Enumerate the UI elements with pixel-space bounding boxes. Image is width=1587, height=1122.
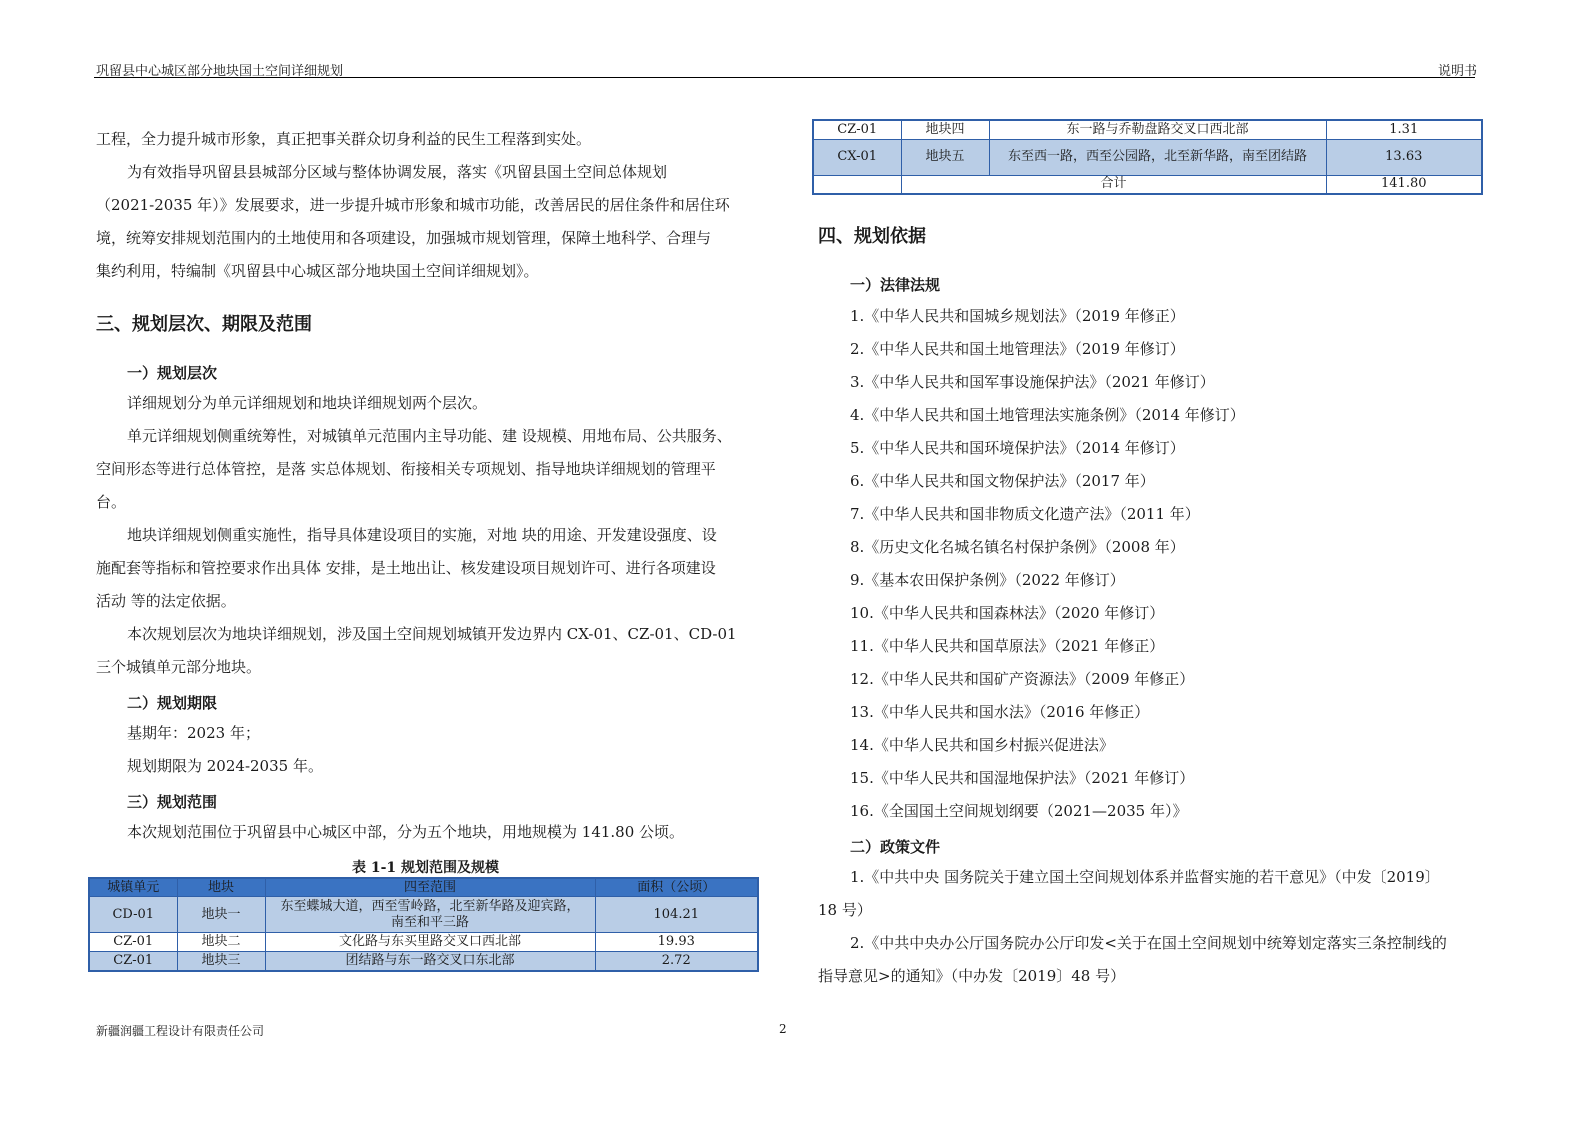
paragraph-block-plan-line1: 地块详细规划侧重实施性，指导具体建设项目的实施，对地 块的用途、开发建设强度、设 bbox=[127, 526, 717, 544]
paragraph-unit-plan-line3: 台。 bbox=[96, 493, 127, 511]
table-row bbox=[89, 897, 758, 933]
paragraph-levels: 详细规划分为单元详细规划和地块详细规划两个层次。 bbox=[127, 394, 488, 412]
policy-item-1-line1: 1.《中共中央 国务院关于建立国土空间规划体系并监督实施的若干意见》（中发〔2019〕 bbox=[850, 868, 1440, 886]
table-header-row bbox=[89, 878, 758, 897]
table-row bbox=[89, 933, 758, 952]
paragraph-scope: 本次规划范围位于巩留县中心城区中部，分为五个地块，用地规模为 141.80 公顷。 bbox=[127, 823, 685, 841]
table-header-cell: 城镇单元 bbox=[89, 878, 177, 897]
header-document-title: 巩留县中心城区部分地块国土空间详细规划 bbox=[96, 64, 344, 79]
law-item: 6.《中华人民共和国文物保护法》（2017 年） bbox=[850, 472, 1155, 490]
table-total-label: 合计 bbox=[901, 175, 1326, 194]
paragraph-intro-end: 工程，全力提升城市形象，真正把事关群众切身利益的民生工程落到实处。 bbox=[96, 130, 592, 148]
heading-planning-level: 一）规划层次 bbox=[127, 364, 218, 382]
footer-company: 新疆润疆工程设计有限责任公司 bbox=[96, 1024, 265, 1038]
paragraph-unit-plan-line1: 单元详细规划侧重统筹性，对城镇单元范围内主导功能、建 设规模、用地布局、公共服务、 bbox=[127, 427, 732, 445]
table-cell-range: 东一路与乔勒盘路交叉口西北部 bbox=[989, 120, 1326, 139]
table-row bbox=[813, 120, 1482, 139]
table-cell-area: 104.21 bbox=[595, 897, 758, 933]
law-item: 15.《中华人民共和国湿地保护法》（2021 年修订） bbox=[850, 769, 1195, 787]
table-cell-block: 地块一 bbox=[177, 897, 265, 933]
law-item: 11.《中华人民共和国草原法》（2021 年修正） bbox=[850, 637, 1165, 655]
paragraph-unit-plan-line2: 空间形态等进行总体管控，是落 实总体规划、衔接相关专项规划、指导地块详细规划的管理平 bbox=[96, 460, 716, 478]
table-cell-unit: CZ-01 bbox=[813, 120, 901, 139]
law-item: 5.《中华人民共和国环境保护法》（2014 年修订） bbox=[850, 439, 1185, 457]
policy-item-1-line2: 18 号） bbox=[818, 901, 872, 919]
header-rule bbox=[94, 77, 1475, 78]
table-cell-area: 13.63 bbox=[1326, 139, 1482, 175]
heading-laws: 一）法律法规 bbox=[850, 276, 941, 294]
table-cell-range: 东至西一路，西至公园路，北至新华路，南至团结路 bbox=[989, 139, 1326, 175]
paragraph-this-plan-line2: 三个城镇单元部分地块。 bbox=[96, 658, 262, 676]
table-cell-area: 2.72 bbox=[595, 952, 758, 971]
paragraph-this-plan-line1: 本次规划层次为地块详细规划，涉及国土空间规划城镇开发边界内 CX-01、CZ-01、CD-01 bbox=[127, 625, 737, 643]
table-caption: 表 1-1 规划范围及规模 bbox=[352, 860, 500, 876]
table-cell-empty bbox=[813, 175, 901, 194]
range-line: 东至蝶城大道，西至雪岭路，北至新华路及迎宾路， bbox=[280, 898, 580, 914]
table-cell-area: 1.31 bbox=[1326, 120, 1482, 139]
heading-policy: 二）政策文件 bbox=[850, 838, 941, 856]
table-cell-block: 地块二 bbox=[177, 933, 265, 952]
table-cell-range: 团结路与东一路交叉口东北部 bbox=[265, 952, 595, 971]
text-base-year: 基期年：2023 年； bbox=[127, 724, 260, 742]
paragraph-purpose-line3: 境，统筹安排规划范围内的土地使用和各项建设，加强城市规划管理，保障土地科学、合理与 bbox=[96, 229, 712, 247]
table-cell-block: 地块三 bbox=[177, 952, 265, 971]
text-planning-period: 规划期限为 2024-2035 年。 bbox=[127, 757, 323, 775]
paragraph-purpose-line4: 集约利用，特编制《巩留县中心城区部分地块国土空间详细规划》。 bbox=[96, 262, 539, 280]
heading-section-4: 四、规划依据 bbox=[818, 226, 926, 247]
scope-table-continued bbox=[812, 119, 1483, 195]
table-row bbox=[813, 139, 1482, 175]
table-cell-block: 地块五 bbox=[901, 139, 989, 175]
table-total-value: 141.80 bbox=[1326, 175, 1482, 194]
law-item: 1.《中华人民共和国城乡规划法》（2019 年修正） bbox=[850, 307, 1185, 325]
law-item: 14.《中华人民共和国乡村振兴促进法》 bbox=[850, 736, 1114, 754]
table-cell-area: 19.93 bbox=[595, 933, 758, 952]
range-line: 南至和平三路 bbox=[390, 914, 469, 930]
heading-section-3: 三、规划层次、期限及范围 bbox=[96, 314, 312, 335]
heading-planning-scope: 三）规划范围 bbox=[127, 793, 218, 811]
table-cell-range bbox=[265, 897, 595, 933]
law-item: 16.《全国国土空间规划纲要（2021—2035 年）》 bbox=[850, 802, 1188, 820]
table-cell-range: 文化路与东买里路交叉口西北部 bbox=[265, 933, 595, 952]
law-item: 9.《基本农田保护条例》（2022 年修订） bbox=[850, 571, 1125, 589]
paragraph-block-plan-line3: 活动 等的法定依据。 bbox=[96, 592, 236, 610]
table-cell-block: 地块四 bbox=[901, 120, 989, 139]
scope-table bbox=[88, 877, 759, 972]
table-header-cell: 地块 bbox=[177, 878, 265, 897]
law-item: 8.《历史文化名城名镇名村保护条例》（2008 年） bbox=[850, 538, 1185, 556]
policy-item-2-line2: 指导意见>的通知》（中办发〔2019〕48 号） bbox=[818, 967, 1126, 985]
law-item: 4.《中华人民共和国土地管理法实施条例》（2014 年修订） bbox=[850, 406, 1245, 424]
table-header-cell: 四至范围 bbox=[265, 878, 595, 897]
table-cell-unit: CZ-01 bbox=[89, 933, 177, 952]
law-item: 7.《中华人民共和国非物质文化遗产法》（2011 年） bbox=[850, 505, 1200, 523]
law-item: 10.《中华人民共和国森林法》（2020 年修订） bbox=[850, 604, 1165, 622]
table-cell-unit: CZ-01 bbox=[89, 952, 177, 971]
table-total-row bbox=[813, 175, 1482, 194]
law-item: 13.《中华人民共和国水法》（2016 年修正） bbox=[850, 703, 1150, 721]
policy-item-2-line1: 2.《中共中央办公厅国务院办公厅印发<关于在国土空间规划中统筹划定落实三条控制线的 bbox=[850, 934, 1447, 952]
table-header-cell: 面积（公顷） bbox=[595, 878, 758, 897]
law-item: 12.《中华人民共和国矿产资源法》（2009 年修正） bbox=[850, 670, 1195, 688]
table-cell-unit: CX-01 bbox=[813, 139, 901, 175]
paragraph-block-plan-line2: 施配套等指标和管控要求作出具体 安排，是土地出让、核发建设项目规划许可、进行各项建设 bbox=[96, 559, 716, 577]
header-document-type: 说明书 bbox=[1437, 64, 1477, 79]
law-item: 2.《中华人民共和国土地管理法》（2019 年修订） bbox=[850, 340, 1185, 358]
law-item: 3.《中华人民共和国军事设施保护法》（2021 年修订） bbox=[850, 373, 1215, 391]
page-number: 2 bbox=[779, 1022, 787, 1036]
paragraph-purpose-line1: 为有效指导巩留县县城部分区域与整体协调发展，落实《巩留县国土空间总体规划 bbox=[127, 163, 668, 181]
paragraph-purpose-line2: （2021-2035 年）》发展要求，进一步提升城市形象和城市功能，改善居民的居住条件和居住环 bbox=[96, 196, 730, 214]
table-cell-unit: CD-01 bbox=[89, 897, 177, 933]
table-row bbox=[89, 952, 758, 971]
heading-planning-period: 二）规划期限 bbox=[127, 694, 218, 712]
